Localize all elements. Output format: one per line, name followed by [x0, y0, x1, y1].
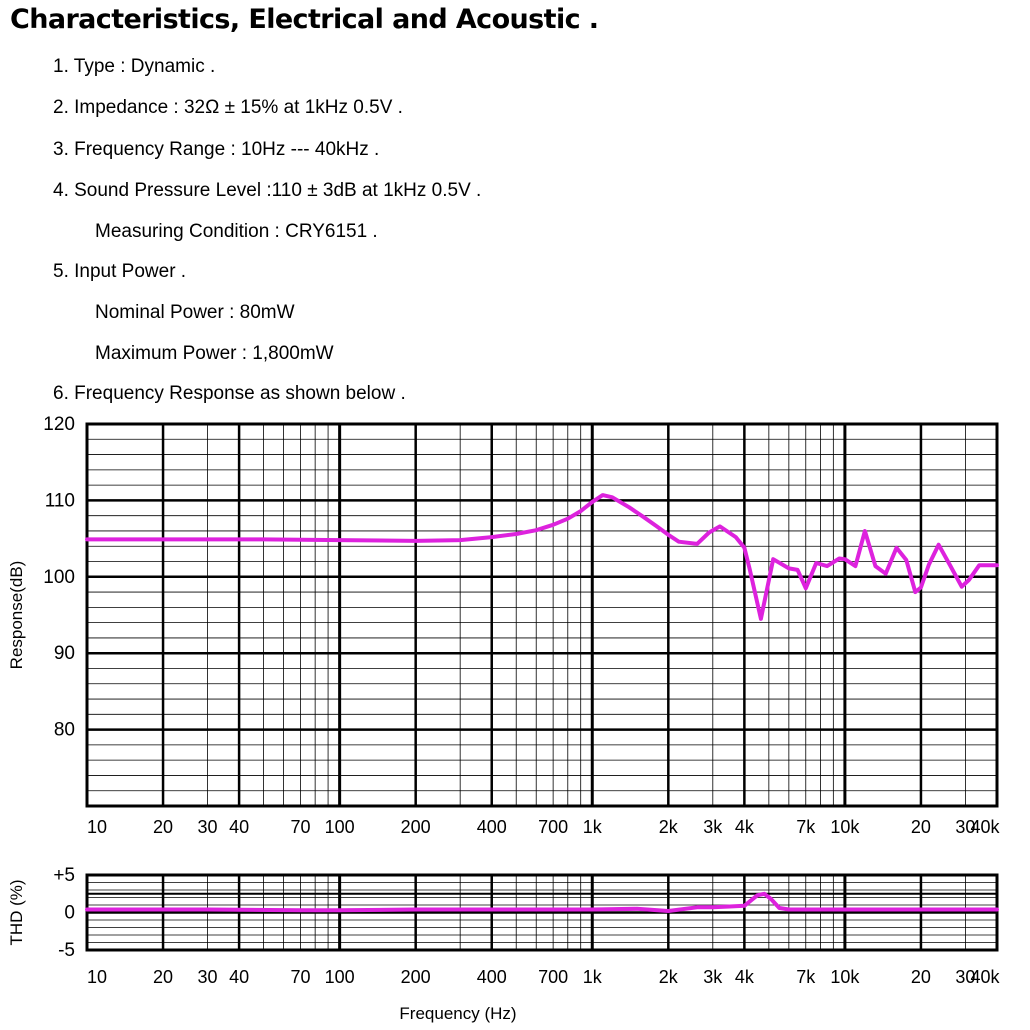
chart-thd [7, 865, 1001, 1023]
x-tick-label: 70 [290, 967, 311, 987]
y-tick-label: -5 [58, 940, 75, 961]
spec-frequency-range: 3. Frequency Range : 10Hz --- 40kHz . [53, 139, 380, 160]
series-line [87, 894, 997, 911]
x-tick-label: 10k [830, 817, 860, 837]
x-tick-label: 1k [582, 967, 602, 987]
x-tick-label: 3k [703, 967, 723, 987]
x-tick-label: 30 [955, 967, 976, 987]
x-tick-label: 400 [476, 967, 507, 987]
y-tick-label: 110 [44, 490, 75, 512]
spec-impedance: 2. Impedance : 32Ω ± 15% at 1kHz 0.5V . [53, 97, 403, 118]
x-tick-label: 20 [910, 817, 931, 837]
x-tick-label: 1k [582, 817, 602, 837]
x-tick-label: 30 [197, 967, 218, 987]
document-title: Characteristics, Electrical and Acoustic . [10, 4, 599, 35]
x-tick-label: 40k [970, 817, 1000, 837]
spec-sound-pressure-level: 4. Sound Pressure Level :110 ± 3dB at 1kHz 0.5V . [53, 180, 482, 201]
x-tick-label: 700 [538, 817, 569, 837]
x-tick-label: 20 [153, 817, 174, 837]
spec-measuring-condition: Measuring Condition : CRY6151 . [95, 221, 378, 242]
x-axis-label: Frequency (Hz) [399, 1004, 517, 1023]
y-tick-label: 0 [64, 902, 75, 924]
y-tick-label: 120 [43, 414, 75, 435]
x-tick-label: 200 [400, 817, 431, 837]
y-tick-label: 80 [53, 719, 75, 741]
plot-frame [87, 424, 997, 806]
x-tick-label: 10k [830, 967, 860, 987]
y-tick-label: 100 [43, 566, 75, 588]
x-tick-label: 40 [229, 817, 250, 837]
x-tick-label: 2k [658, 967, 678, 987]
x-tick-label: 40k [970, 967, 1000, 987]
x-tick-label: 10 [86, 967, 108, 987]
x-tick-label: 200 [400, 967, 431, 987]
series-line [87, 495, 997, 619]
x-tick-label: 70 [290, 817, 311, 837]
x-tick-label: 100 [324, 967, 355, 987]
x-tick-label: 700 [538, 967, 569, 987]
y-tick-label: +5 [53, 865, 75, 886]
spec-frequency-response: 6. Frequency Response as shown below . [53, 383, 406, 404]
x-tick-label: 4k [734, 817, 754, 837]
x-tick-label: 30 [197, 817, 218, 837]
spec-input-power: 5. Input Power . [53, 261, 187, 282]
x-tick-label: 100 [324, 817, 355, 837]
y-axis-label: THD (%) [7, 879, 26, 946]
x-tick-label: 10 [86, 817, 108, 837]
x-tick-label: 7k [796, 967, 816, 987]
spec-type: 1. Type : Dynamic . [53, 56, 216, 77]
x-tick-label: 4k [734, 967, 754, 987]
x-tick-label: 40 [229, 967, 250, 987]
x-tick-label: 3k [703, 817, 723, 837]
x-tick-label: 30 [955, 817, 976, 837]
x-tick-label: 20 [910, 967, 931, 987]
x-tick-label: 400 [476, 817, 507, 837]
x-tick-label: 20 [153, 967, 174, 987]
chart-frequency-response [7, 414, 1001, 837]
y-axis-label: Response(dB) [7, 560, 26, 670]
spec-nominal-power: Nominal Power : 80mW [95, 302, 295, 323]
x-tick-label: 2k [658, 817, 678, 837]
x-tick-label: 7k [796, 817, 816, 837]
spec-maximum-power: Maximum Power : 1,800mW [95, 343, 334, 364]
y-tick-label: 90 [53, 643, 75, 665]
